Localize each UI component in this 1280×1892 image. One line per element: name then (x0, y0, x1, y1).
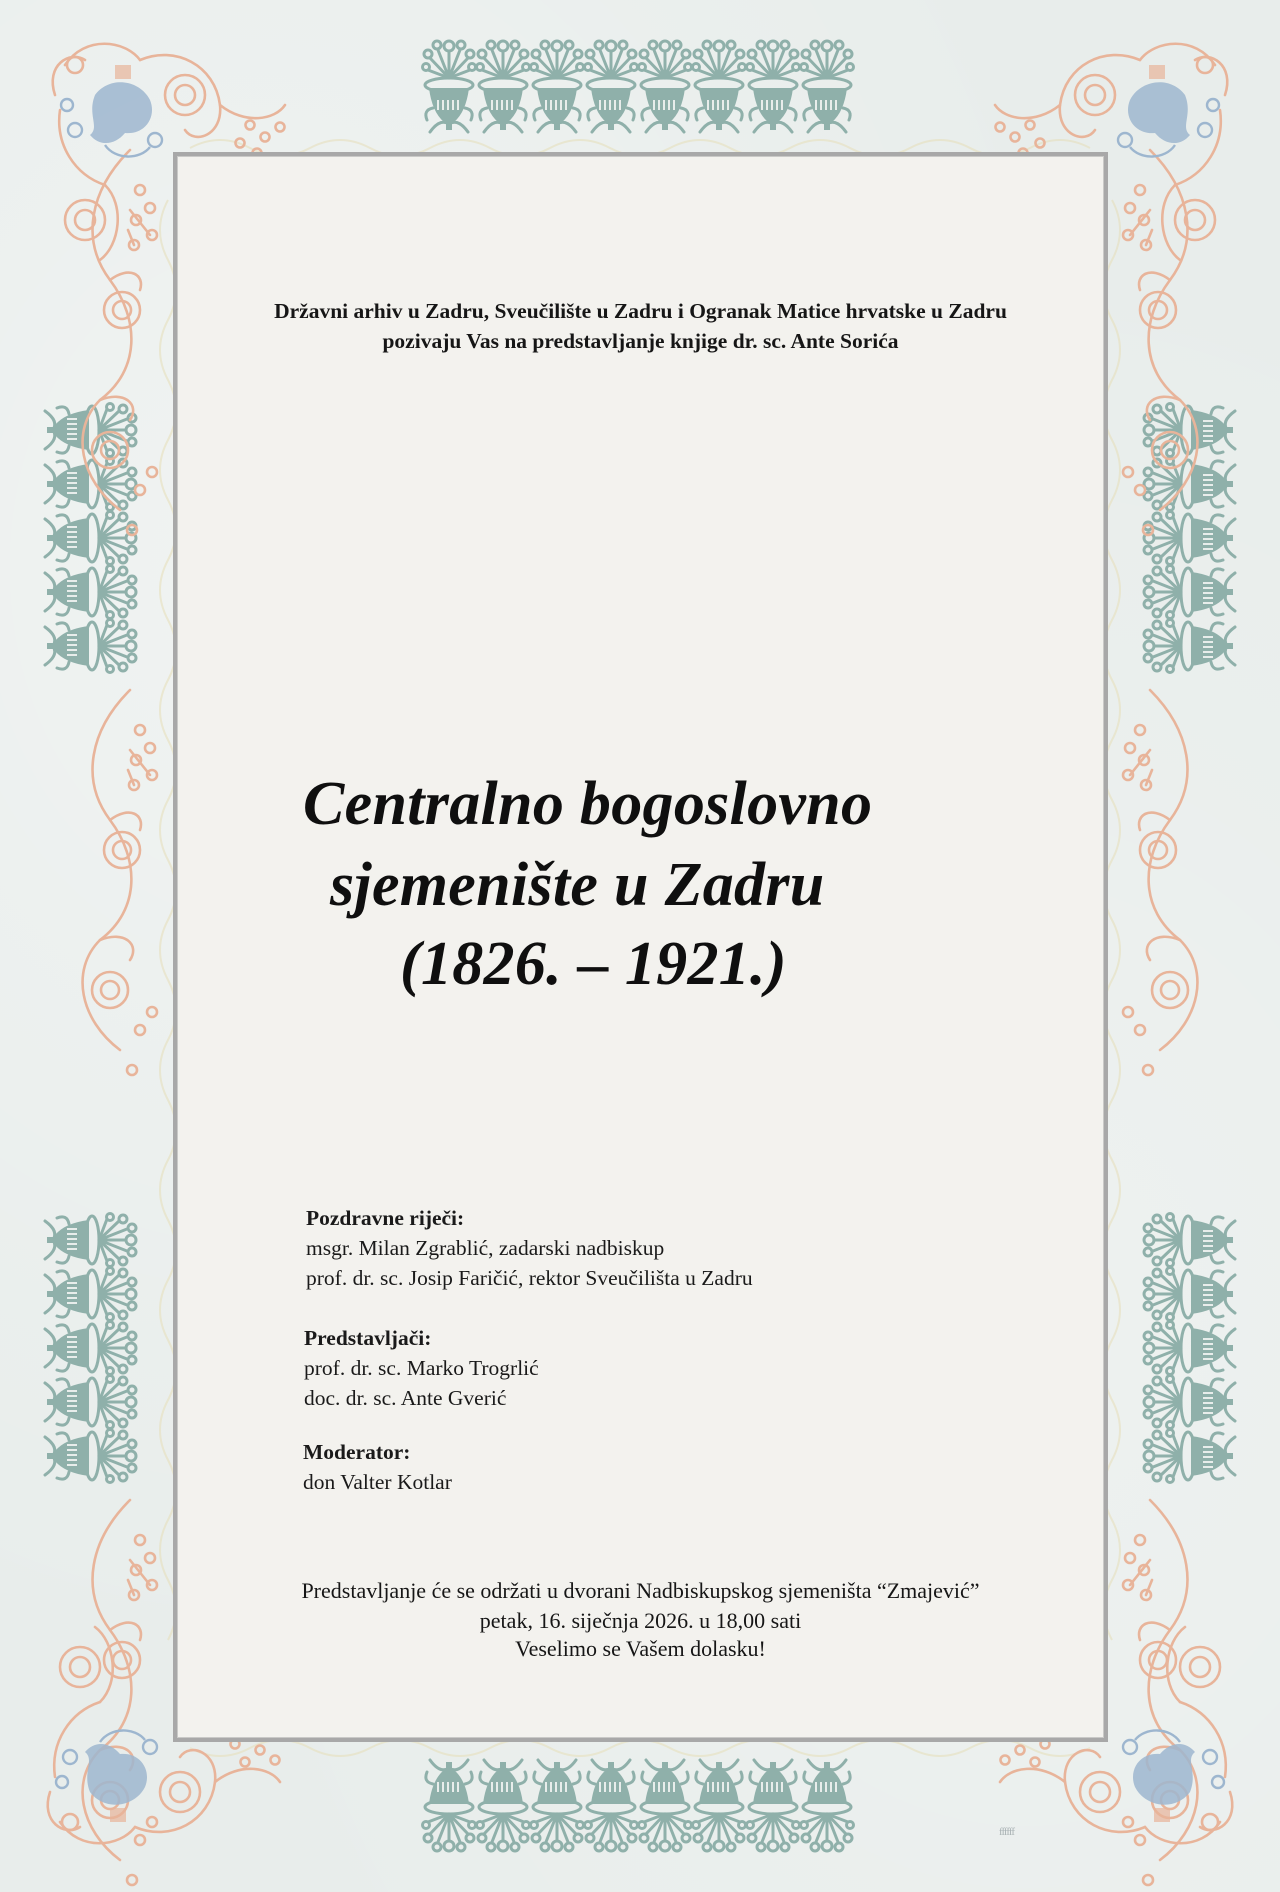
program-label: Moderator: (303, 1440, 411, 1464)
venue-line: Predstavljanje će se održati u dvorani Nadbiskupskog sjemeništa “Zmajević” (301, 1578, 980, 1603)
organizers-header (177, 296, 1104, 356)
bottom-urn-row (423, 1760, 854, 1851)
program-presenters (304, 1323, 539, 1413)
program-person: don Valter Kotlar (303, 1470, 452, 1494)
date-time-line: petak, 16. siječnja 2026. u 18,00 sati (479, 1608, 802, 1633)
program-person: doc. dr. sc. Ante Gverić (304, 1386, 507, 1410)
book-title-line-2: sjemenište u Zadru (330, 851, 825, 919)
program-label: Predstavljači: (304, 1326, 432, 1350)
venue-info (177, 1576, 1104, 1636)
program-label: Pozdravne riječi: (306, 1206, 465, 1230)
book-title-line-1: Centralno bogoslovno (303, 770, 873, 838)
left-urn-group-lower (45, 1214, 136, 1483)
top-urn-row (423, 41, 854, 132)
program-welcome-speeches (306, 1203, 753, 1293)
program-person: prof. dr. sc. Marko Trogrlić (304, 1356, 539, 1380)
watermark-mark: ffffff (999, 1826, 1014, 1838)
invitation-line: pozivaju Vas na predstavljanje knjige dr. sc. Ante Sorića (382, 329, 899, 353)
left-urn-group-upper (45, 404, 136, 673)
program-moderator (303, 1437, 452, 1497)
organizers-line: Državni arhiv u Zadru, Sveučilište u Zadru i Ogranak Matice hrvatske u Zadru (274, 299, 1007, 323)
right-urn-group-lower (1144, 1214, 1235, 1483)
program-person: msgr. Milan Zgrablić, zadarski nadbiskup (306, 1236, 665, 1260)
program-person: prof. dr. sc. Josip Faričić, rektor Sveučilišta u Zadru (306, 1266, 753, 1290)
book-title-years: (1826. – 1921.) (400, 930, 787, 998)
invitation-card (173, 152, 1108, 1742)
right-urn-group-upper (1144, 404, 1235, 673)
closing-line: Veselimo se Vašem dolasku! (515, 1636, 766, 1661)
